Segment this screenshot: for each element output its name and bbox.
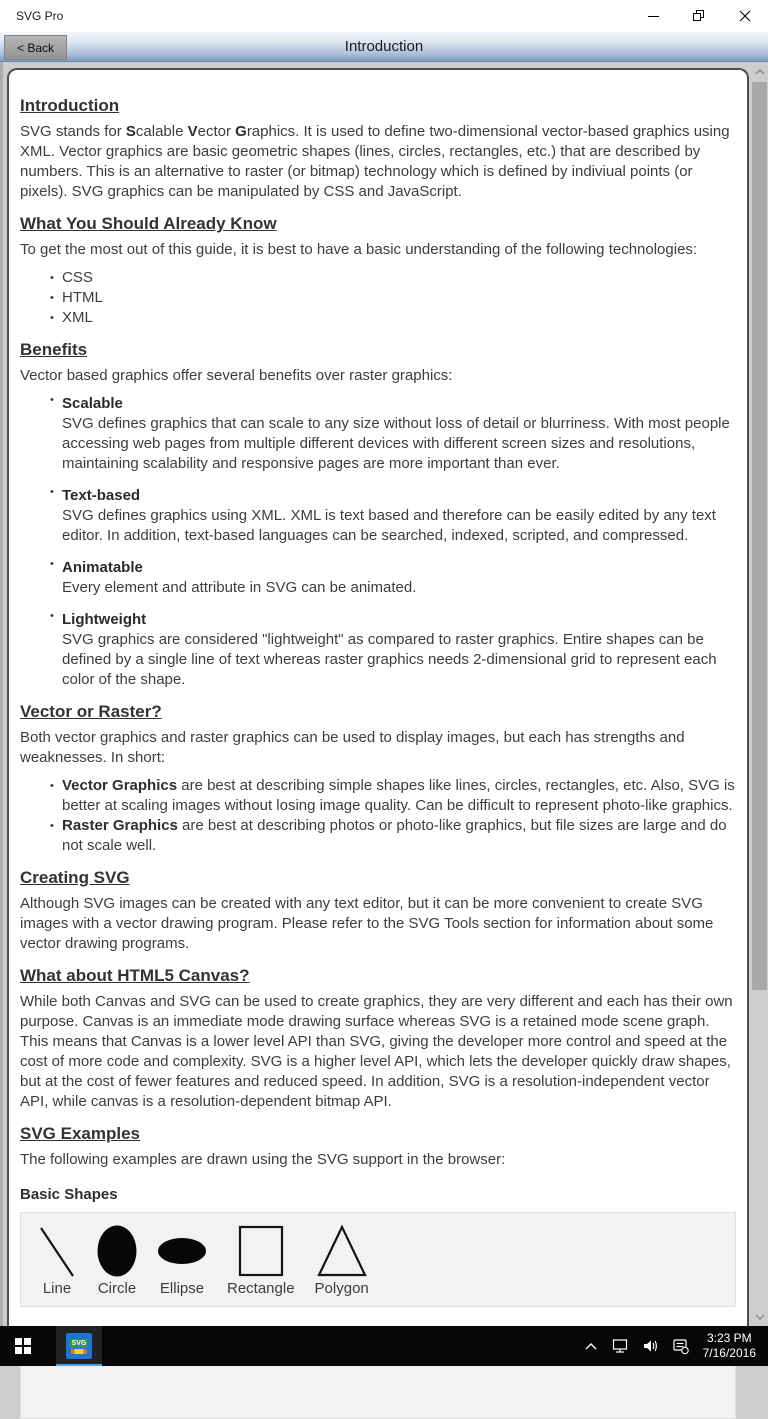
paragraph-benefits: Vector based graphics offer several benefits over raster graphics: — [20, 367, 453, 384]
tray-expand-button[interactable] — [579, 1326, 603, 1366]
taskbar-clock[interactable] — [699, 1331, 760, 1361]
heading-benefits: Benefits — [20, 340, 88, 359]
list-item — [62, 486, 736, 546]
scroll-up-button[interactable] — [751, 63, 768, 80]
shape-line — [37, 1225, 77, 1296]
restore-button[interactable] — [676, 0, 722, 32]
shape-label: Rectangle — [227, 1280, 295, 1297]
line-shape-icon — [37, 1225, 77, 1277]
app-navbar — [0, 32, 768, 62]
list-item: • CSS — [62, 268, 736, 288]
close-button[interactable] — [722, 0, 768, 32]
action-center-icon — [672, 1338, 690, 1355]
paragraph-html5-canvas: While both Canvas and SVG can be used to create graphics, they are very different and each has their own purpose. Canvas is an immediate mode drawing surface whereas SVG is a retained mode scene graph. This means that Canvas is a lower level API than SVG, giving the developer more control and speed at the cost of more code and complexity. SVG is a higher level API, which lets the developer quickly draw shapes, but at the cost of fewer features and reduced speed. In addition, SVG is a resolution-independent vector API, while canvas is a resolution-dependent bitmap API. — [20, 993, 733, 1110]
heading-svg-examples: SVG Examples — [20, 1124, 141, 1143]
basic-shapes-example-box — [20, 1212, 736, 1307]
scrollbar-thumb[interactable] — [752, 82, 767, 990]
clock-time: 3:23 PM — [706, 1331, 752, 1345]
windows-logo-icon — [15, 1338, 31, 1354]
clock-date: 7/16/2016 — [702, 1346, 756, 1360]
taskbar — [0, 1326, 768, 1366]
close-icon — [739, 10, 751, 22]
scroll-down-button[interactable] — [751, 1308, 768, 1325]
running-app-indicator — [56, 1364, 102, 1366]
restore-icon — [693, 10, 705, 22]
paragraph-vector-raster: Both vector graphics and raster graphics can be used to display images, but each has strengths and weaknesses. In short: — [20, 729, 685, 766]
shape-label: Line — [42, 1280, 72, 1297]
page-title: Introduction — [344, 38, 424, 55]
know-list — [20, 268, 736, 328]
benefit-term: • Scalable — [62, 395, 123, 412]
paragraph-svg-examples: The following examples are drawn using the SVG support in the browser: — [20, 1151, 506, 1168]
minimize-button[interactable] — [630, 0, 676, 32]
circle-shape-icon — [97, 1225, 137, 1277]
benefit-desc: Every element and attribute in SVG can be animated. — [62, 579, 417, 596]
benefit-term: • Lightweight — [62, 611, 147, 628]
benefit-desc: SVG defines graphics using XML. XML is text based and therefore can be easily edited by any text editor. In addition, text-based languages can be searched, indexed, scripted, and compressed. — [62, 507, 716, 544]
shape-rectangle — [227, 1225, 295, 1296]
ellipse-shape-icon — [157, 1225, 207, 1277]
heading-basic-shapes: Basic Shapes — [20, 1186, 118, 1203]
benefit-term: • Animatable — [62, 559, 143, 576]
shapes-row — [37, 1225, 719, 1296]
window-titlebar — [0, 0, 768, 32]
content-area — [0, 62, 768, 1326]
svg-pro-app-icon — [66, 1333, 92, 1359]
volume-button[interactable] — [639, 1326, 663, 1366]
chevron-down-icon — [755, 1314, 765, 1320]
app-icon-label: SVG — [71, 1339, 87, 1347]
list-item: • Raster Graphics are best at describing photos or photo-like graphics, but file sizes are large and do not scale well. — [62, 816, 736, 856]
rectangle-shape-icon — [238, 1225, 284, 1277]
chevron-up-icon — [584, 1342, 598, 1350]
list-item: • Vector Graphics are best at describing simple shapes like lines, circles, rectangles, etc. Also, SVG is better at scaling images without losing image quality. Can be difficult to represent photo-like graphics. — [62, 776, 736, 816]
heading-creating-svg: Creating SVG — [20, 868, 130, 887]
heading-what-you-should-already-know: What You Should Already Know — [20, 214, 277, 233]
system-tray — [579, 1326, 768, 1366]
polygon-shape-icon — [317, 1225, 367, 1277]
shape-polygon — [315, 1225, 369, 1296]
shape-label: Ellipse — [159, 1280, 205, 1297]
shape-label: Polygon — [314, 1280, 369, 1297]
taskbar-app-svg-pro[interactable] — [56, 1326, 102, 1366]
start-button[interactable] — [0, 1326, 46, 1366]
minimize-icon — [648, 16, 659, 17]
action-center-button[interactable] — [669, 1326, 693, 1366]
benefit-desc: SVG defines graphics that can scale to any size without loss of detail or blurriness. With most people accessing web pages from multiple different devices with different screen sizes and resolutions, maintaining scalability and responsive pages are more important than ever. — [62, 415, 730, 472]
shape-circle — [97, 1225, 137, 1296]
volume-icon — [642, 1338, 660, 1354]
vector-raster-list — [20, 776, 736, 856]
chevron-up-icon — [755, 69, 765, 75]
back-button[interactable]: < Back — [4, 35, 67, 60]
window-title: SVG Pro — [16, 9, 64, 23]
benefits-list — [20, 394, 736, 690]
heading-html5-canvas: What about HTML5 Canvas? — [20, 966, 250, 985]
shape-label: Circle — [97, 1280, 137, 1297]
network-icon — [612, 1338, 630, 1354]
list-item — [62, 610, 736, 690]
document-panel — [7, 68, 749, 1326]
shape-ellipse — [157, 1225, 207, 1296]
list-item: • HTML — [62, 288, 736, 308]
list-item: • XML — [62, 308, 736, 328]
window-controls — [630, 0, 768, 32]
benefit-term: • Text-based — [62, 487, 141, 504]
paragraph-creating-svg: Although SVG images can be created with any text editor, but it can be more convenient to create SVG images with a vector drawing program. Please refer to the SVG Tools section for information about some vector drawing programs. — [20, 895, 714, 952]
heading-introduction: Introduction — [20, 96, 120, 115]
network-button[interactable] — [609, 1326, 633, 1366]
paragraph-introduction: SVG stands for Scalable Vector Graphics. It is used to define two-dimensional vector-based graphics using XML. Vector graphics are basic geometric shapes (lines, circles, rectangles, etc.) that are described by numbers. This is an alternative to raster (or bitmap) technology which is defined by indiviual points (or pixels). SVG graphics can be manipulated by CSS and JavaScript. — [20, 123, 730, 200]
list-item — [62, 558, 736, 598]
vertical-scrollbar[interactable] — [751, 62, 768, 1326]
app-icon-bar — [71, 1349, 87, 1354]
heading-vector-or-raster: Vector or Raster? — [20, 702, 162, 721]
benefit-desc: SVG graphics are considered "lightweight" as compared to raster graphics. Entire shapes can be defined by a single line of text whereas raster graphics needs 2-dimensional grid to represent each color of the shape. — [62, 631, 717, 688]
paragraph-know: To get the most out of this guide, it is best to have a basic understanding of the following technologies: — [20, 241, 698, 258]
list-item — [62, 394, 736, 474]
